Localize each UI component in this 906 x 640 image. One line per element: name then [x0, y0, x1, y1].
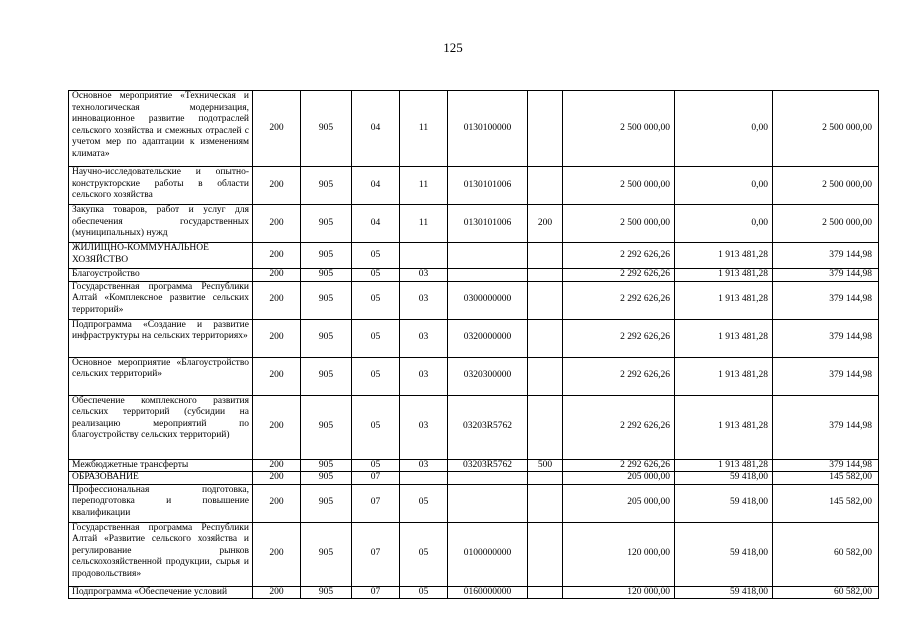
row-name: Профессиональная подготовка, переподготовка и повышение квалификации	[69, 484, 253, 522]
table-row	[69, 281, 879, 319]
cell-amount-total: 120 000,00	[563, 522, 675, 586]
cell-target-article: 0160000000	[448, 586, 528, 599]
row-name: Подпрограмма «Обеспечение условий	[69, 586, 253, 599]
cell-section: 05	[352, 459, 400, 472]
cell-target-article: 0100000000	[448, 522, 528, 586]
cell-amount-2: 1 913 481,28	[675, 319, 773, 357]
table-row	[69, 357, 879, 395]
cell-subsection: 03	[400, 269, 448, 282]
cell-subsection: 05	[400, 484, 448, 522]
cell-section: 05	[352, 395, 400, 459]
cell-code: 200	[253, 167, 301, 205]
row-name: Основное мероприятие «Техническая и технологическая модернизация, инновационное развитие подотраслей сельского хозяйства и смежных отраслей с учетом мер по адаптации к изменениям климата»	[69, 91, 253, 167]
table-row	[69, 205, 879, 243]
row-name: ЖИЛИЩНО-КОММУНАЛЬНОЕ ХОЗЯЙСТВО	[69, 243, 253, 269]
cell-section: 05	[352, 319, 400, 357]
cell-department: 905	[301, 205, 352, 243]
row-name: Благоустройство	[69, 269, 253, 282]
cell-expense-type	[528, 357, 563, 395]
cell-code: 200	[253, 522, 301, 586]
cell-target-article: 0130100000	[448, 91, 528, 167]
cell-amount-total: 2 292 626,26	[563, 281, 675, 319]
row-name: Основное мероприятие «Благоустройство сельских территорий»	[69, 357, 253, 395]
cell-expense-type	[528, 269, 563, 282]
table-row	[69, 269, 879, 282]
table-row	[69, 484, 879, 522]
cell-target-article: 0130101006	[448, 205, 528, 243]
cell-subsection: 11	[400, 91, 448, 167]
table-row	[69, 459, 879, 472]
cell-expense-type	[528, 586, 563, 599]
cell-amount-3: 145 582,00	[773, 484, 879, 522]
cell-amount-total: 2 292 626,26	[563, 243, 675, 269]
row-name: Межбюджетные трансферты	[69, 459, 253, 472]
cell-amount-total: 205 000,00	[563, 472, 675, 485]
row-name: Обеспечение комплексного развития сельских территорий (субсидии на реализацию мероприятий по благоустройству сельских территорий)	[69, 395, 253, 459]
cell-section: 07	[352, 472, 400, 485]
cell-target-article: 0300000000	[448, 281, 528, 319]
cell-amount-2: 1 913 481,28	[675, 243, 773, 269]
cell-amount-3: 379 144,98	[773, 357, 879, 395]
cell-department: 905	[301, 472, 352, 485]
cell-department: 905	[301, 459, 352, 472]
cell-target-article	[448, 269, 528, 282]
cell-code: 200	[253, 281, 301, 319]
cell-amount-3: 2 500 000,00	[773, 167, 879, 205]
cell-amount-total: 120 000,00	[563, 586, 675, 599]
cell-section: 07	[352, 586, 400, 599]
cell-amount-3: 60 582,00	[773, 586, 879, 599]
cell-amount-3: 379 144,98	[773, 269, 879, 282]
cell-department: 905	[301, 269, 352, 282]
row-name: ОБРАЗОВАНИЕ	[69, 472, 253, 485]
row-name: Государственная программа Республики Алтай «Комплексное развитие сельских территорий»	[69, 281, 253, 319]
cell-section: 04	[352, 167, 400, 205]
cell-amount-3: 2 500 000,00	[773, 205, 879, 243]
cell-code: 200	[253, 357, 301, 395]
cell-target-article	[448, 484, 528, 522]
cell-amount-total: 2 292 626,26	[563, 269, 675, 282]
table-row	[69, 243, 879, 269]
row-name: Государственная программа Республики Алтай «Развитие сельского хозяйства и регулирование рынков сельскохозяйственной продукции, сырья и продовольствия»	[69, 522, 253, 586]
cell-expense-type: 500	[528, 459, 563, 472]
cell-amount-total: 2 500 000,00	[563, 205, 675, 243]
cell-amount-2: 59 418,00	[675, 484, 773, 522]
row-name: Подпрограмма «Создание и развитие инфраструктуры на сельских территориях»	[69, 319, 253, 357]
cell-amount-3: 145 582,00	[773, 472, 879, 485]
cell-code: 200	[253, 484, 301, 522]
cell-subsection	[400, 472, 448, 485]
cell-section: 07	[352, 522, 400, 586]
cell-expense-type	[528, 281, 563, 319]
cell-amount-total: 2 292 626,26	[563, 459, 675, 472]
cell-subsection: 03	[400, 281, 448, 319]
cell-target-article	[448, 472, 528, 485]
cell-department: 905	[301, 586, 352, 599]
cell-code: 200	[253, 243, 301, 269]
cell-expense-type: 200	[528, 205, 563, 243]
table-body	[69, 91, 879, 599]
cell-amount-total: 2 500 000,00	[563, 167, 675, 205]
cell-subsection: 05	[400, 586, 448, 599]
cell-subsection: 11	[400, 205, 448, 243]
cell-amount-2: 1 913 481,28	[675, 269, 773, 282]
cell-amount-2: 0,00	[675, 167, 773, 205]
cell-code: 200	[253, 319, 301, 357]
cell-target-article	[448, 243, 528, 269]
cell-amount-total: 2 292 626,26	[563, 357, 675, 395]
cell-amount-2: 59 418,00	[675, 472, 773, 485]
cell-department: 905	[301, 357, 352, 395]
cell-subsection: 03	[400, 395, 448, 459]
cell-amount-total: 2 292 626,26	[563, 395, 675, 459]
cell-expense-type	[528, 522, 563, 586]
row-name: Закупка товаров, работ и услуг для обеспечения государственных (муниципальных) нужд	[69, 205, 253, 243]
cell-expense-type	[528, 91, 563, 167]
cell-section: 05	[352, 269, 400, 282]
cell-amount-2: 0,00	[675, 205, 773, 243]
cell-subsection: 03	[400, 319, 448, 357]
table-row	[69, 395, 879, 459]
cell-section: 05	[352, 281, 400, 319]
cell-target-article: 0130101006	[448, 167, 528, 205]
cell-subsection: 05	[400, 522, 448, 586]
cell-section: 04	[352, 205, 400, 243]
cell-amount-2: 1 913 481,28	[675, 459, 773, 472]
cell-amount-3: 379 144,98	[773, 243, 879, 269]
cell-code: 200	[253, 586, 301, 599]
cell-target-article: 0320300000	[448, 357, 528, 395]
cell-section: 07	[352, 484, 400, 522]
cell-amount-total: 2 500 000,00	[563, 91, 675, 167]
cell-target-article: 03203R5762	[448, 395, 528, 459]
page-number: 125	[443, 40, 463, 55]
cell-amount-2: 1 913 481,28	[675, 357, 773, 395]
cell-department: 905	[301, 167, 352, 205]
row-name: Научно-исследовательские и опытно-конструкторские работы в области сельского хозяйства	[69, 167, 253, 205]
cell-department: 905	[301, 522, 352, 586]
cell-department: 905	[301, 484, 352, 522]
cell-target-article: 0320000000	[448, 319, 528, 357]
cell-expense-type	[528, 319, 563, 357]
cell-amount-2: 59 418,00	[675, 586, 773, 599]
cell-department: 905	[301, 91, 352, 167]
cell-department: 905	[301, 243, 352, 269]
cell-code: 200	[253, 205, 301, 243]
cell-amount-3: 2 500 000,00	[773, 91, 879, 167]
cell-section: 05	[352, 357, 400, 395]
cell-amount-2: 0,00	[675, 91, 773, 167]
cell-expense-type	[528, 472, 563, 485]
cell-expense-type	[528, 484, 563, 522]
cell-code: 200	[253, 269, 301, 282]
cell-amount-3: 379 144,98	[773, 319, 879, 357]
cell-subsection: 11	[400, 167, 448, 205]
cell-amount-2: 1 913 481,28	[675, 281, 773, 319]
cell-code: 200	[253, 91, 301, 167]
cell-amount-2: 59 418,00	[675, 522, 773, 586]
cell-code: 200	[253, 472, 301, 485]
cell-target-article: 03203R5762	[448, 459, 528, 472]
cell-amount-2: 1 913 481,28	[675, 395, 773, 459]
cell-code: 200	[253, 459, 301, 472]
cell-amount-3: 379 144,98	[773, 459, 879, 472]
cell-amount-total: 2 292 626,26	[563, 319, 675, 357]
cell-amount-3: 379 144,98	[773, 395, 879, 459]
budget-table	[68, 90, 879, 599]
table-row	[69, 522, 879, 586]
cell-department: 905	[301, 319, 352, 357]
cell-code: 200	[253, 395, 301, 459]
table-row	[69, 319, 879, 357]
cell-section: 04	[352, 91, 400, 167]
cell-subsection	[400, 243, 448, 269]
cell-department: 905	[301, 395, 352, 459]
cell-expense-type	[528, 167, 563, 205]
cell-subsection: 03	[400, 357, 448, 395]
cell-expense-type	[528, 243, 563, 269]
table-row	[69, 91, 879, 167]
cell-section: 05	[352, 243, 400, 269]
cell-amount-3: 60 582,00	[773, 522, 879, 586]
cell-amount-total: 205 000,00	[563, 484, 675, 522]
cell-expense-type	[528, 395, 563, 459]
cell-subsection: 03	[400, 459, 448, 472]
table-row	[69, 586, 879, 599]
cell-department: 905	[301, 281, 352, 319]
table-row	[69, 167, 879, 205]
cell-amount-3: 379 144,98	[773, 281, 879, 319]
table-row	[69, 472, 879, 485]
